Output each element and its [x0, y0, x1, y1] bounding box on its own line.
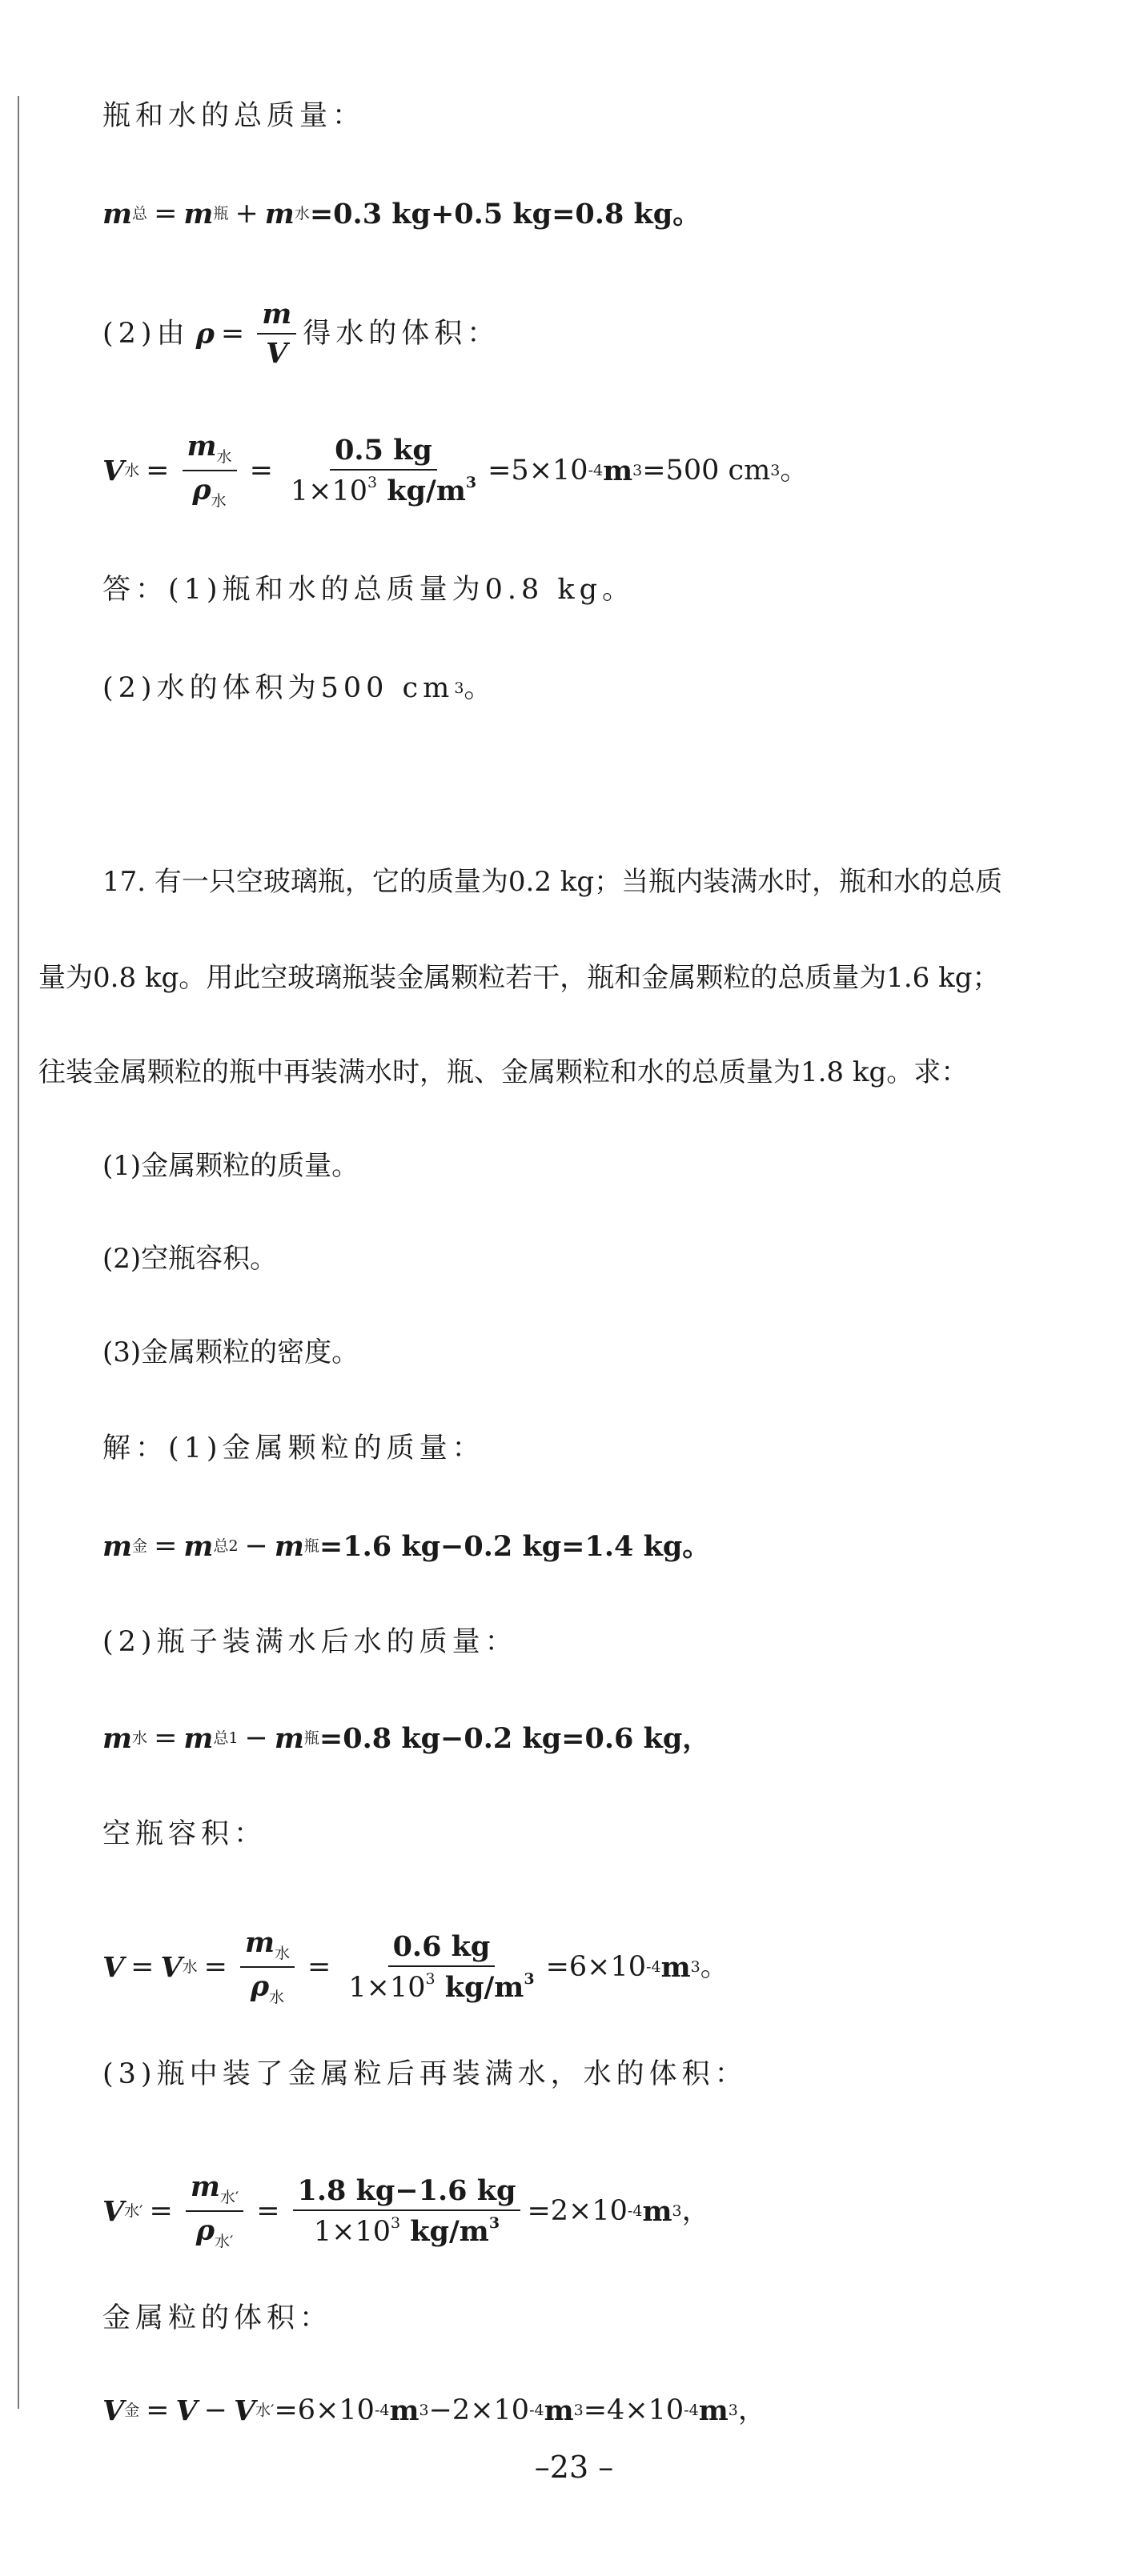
q17-subquestion-2: (2)空瓶容积。: [102, 1243, 278, 1275]
sol17-equation-1: m 金 = m 总2 − m 瓶 =1.6 kg−0.2 kg=1.4 kg。: [102, 1530, 711, 1563]
sol17-heading-1: 解：(1)金属颗粒的质量：: [102, 1432, 485, 1464]
q17-subquestion-1: (1)金属颗粒的质量。: [102, 1150, 359, 1182]
sol17-equation-3: V = V 水 = $\frac{m_水}{\rho_水}$ = $\frac{0.6 kg}{1\times 10^3 kg/m^3}$ =6×10 -4 m 3 。: [102, 1926, 729, 2006]
q17-subquestion-3: (3)金属颗粒的密度。: [102, 1336, 359, 1368]
q17-text-line-2: 量为0.8 kg。用此空玻璃瓶装金属颗粒若干，瓶和金属颗粒的总质量为1.6 kg；: [38, 962, 1000, 994]
sol17-heading-3: 空瓶容积：: [102, 1818, 267, 1850]
sol16-answer-2: (2)水的体积为500 cm 3 。: [102, 672, 492, 704]
sol16-volume-formula: (2)由 ρ = $\frac{m}{V}$ 得水的体积：: [102, 298, 500, 370]
page-number: –23 –: [534, 2450, 614, 2485]
sol16-volume-equation: V 水 = $\frac{m_水}{\rho_水}$ = $\frac{0.5 kg}{1\times 10^3 kg/m^3}$ =5×10 -4 m 3 =500 cm 3 。: [102, 430, 809, 510]
q17-text-line-1: 17. 有一只空玻璃瓶，它的质量为0.2 kg；当瓶内装满水时，瓶和水的总质: [102, 866, 1003, 898]
sol17-heading-2: (2)瓶子装满水后水的质量：: [102, 1626, 518, 1658]
sol16-total-mass-heading: 瓶和水的总质量：: [102, 100, 366, 132]
left-margin-rule: [18, 96, 19, 2409]
sol17-equation-2: m 水 = m 总1 − m 瓶 =0.8 kg−0.2 kg=0.6 kg，: [102, 1722, 711, 1755]
sol17-heading-5: 金属粒的体积：: [102, 2302, 333, 2334]
sol17-equation-5: V 金 = V − V 水′ =6×10 -4 m 3 −2×10 -4 m 3 =4×10 -4 m 3 ，: [102, 2394, 766, 2427]
sol16-total-mass-equation: m 总 = m 瓶 + m 水 =0.3 kg+0.5 kg=0.8 kg。: [102, 198, 701, 230]
sol17-equation-4: V 水′ = $\frac{m_{水'}}{\rho_{水'}}$ = $\frac{1.8 kg-1.6 kg}{1\times 10^3 kg/m^3}$ =2×10 -4 m 3 ，: [102, 2170, 710, 2250]
sol17-heading-4: (3)瓶中装了金属粒后再装满水，水的体积：: [102, 2058, 748, 2090]
q17-text-line-3: 往装金属颗粒的瓶中再装满水时，瓶、金属颗粒和水的总质量为1.8 kg。求：: [38, 1056, 969, 1088]
sol16-answer-1: 答：(1)瓶和水的总质量为0.8 kg。: [102, 574, 635, 606]
